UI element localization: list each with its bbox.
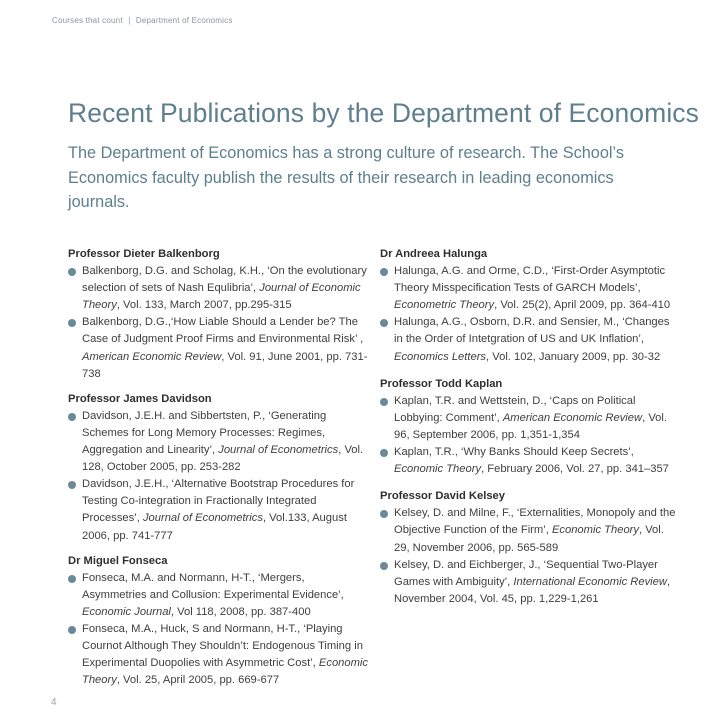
publication-details: , Vol. 133, March 2007, pp.295-315 [116,299,292,312]
bullet-icon [68,575,76,583]
publication-details: , Vol. 25, April 2005, pp. 669-677 [116,674,280,687]
publication-details: , Vol. 96, September 2006, pp. 1,351-1,354 [394,411,667,441]
publication-list [380,393,680,478]
publication-journal: Journal of Economic Theory [82,282,361,312]
publication-authors-title: Balkenborg, D.G.,‘How Liable Should a Lender be? The Case of Judgment Proof Firms and Environmental Risk’ , [82,316,364,346]
publication-journal: American Economic Review [82,350,222,363]
publication-item [380,263,680,314]
publication-journal: International Economic Review [513,575,667,588]
faculty-name: Professor David Kelsey [380,490,505,503]
faculty-block [380,488,680,608]
header-department-label: Department of Economics [135,16,233,25]
running-header [52,16,233,25]
faculty-name: Professor Dieter Balkenborg [68,248,220,260]
page-title: Recent Publications by the Department of Economics [68,98,700,128]
publication-details: , Vol 118, 2008, pp. 387-400 [170,605,311,618]
publication-details: , February 2006, Vol. 27, pp. 341–357 [481,463,669,476]
header-separator: | [128,16,131,25]
faculty-name: Dr Andreea Halunga [380,248,488,260]
publication-item [380,505,680,556]
publication-list [380,505,680,608]
publication-journal: Economic Theory [394,463,482,476]
publication-authors-title: Kelsey, D. and Milne, F., ‘Externalities, Monopoly and the Objective Function of the Firm’, [394,507,676,537]
publication-item [380,314,680,365]
right-publications-column [380,246,680,618]
publication-details: , Vol. 25(2), April 2009, pp. 364-410 [494,299,671,312]
publication-journal: Economic Journal [82,605,171,618]
publication-journal: Econometric Theory [394,299,495,312]
publication-journal: Economic Theory [82,657,369,687]
publication-item [68,621,368,689]
bullet-icon [380,398,388,406]
publication-list [380,263,680,366]
publication-item [380,393,680,444]
publication-authors-title: Kaplan, T.R. and Wettstein, D., ‘Caps on Political Lobbying: Comment’, [394,394,636,424]
publication-authors-title: Davidson, J.E.H. and Sibbertsten, P., ‘Generating Schemes for Long Memory Processes: Regimes, Aggregation and Linearity’, [82,409,327,457]
publication-details: , November 2004, Vol. 45, pp. 1,229-1,261 [394,575,671,605]
intro-paragraph: The Department of Economics has a strong culture of research. The School’s Economics faculty publish the results of their research in leading economics journals. [68,144,624,211]
publication-item [380,444,680,478]
publication-item [68,263,368,314]
publication-item [68,476,368,544]
bullet-icon [68,319,76,327]
publication-details: , Vol. 128, October 2005, pp. 253-282 [82,444,364,474]
publication-journal: Economic Theory [551,524,639,537]
faculty-block [380,376,680,479]
publication-authors-title: Fonseca, M.A., Huck, S and Normann, H-T., ‘Playing Cournot Although They Shouldn’t: Endogenous Timing in Experimental Duopolies with Asymmetric Cost’, [82,622,363,670]
left-publications-column [68,246,368,697]
publication-item [68,314,368,382]
publication-details: , Vol. 29, November 2006, pp. 565-589 [394,524,664,554]
publication-authors-title: Fonseca, M.A. and Normann, H-T., ‘Mergers, Asymmetries and Collusion: Experimental Evidence’, [82,571,344,601]
publication-authors-title: Davidson, J.E.H., ‘Alternative Bootstrap Procedures for Testing Co-integration in Fractionally Integrated Processes’, [82,478,355,525]
faculty-block [68,553,368,690]
bullet-icon [380,510,388,518]
bullet-icon [380,268,388,276]
bullet-icon [380,562,388,570]
publication-authors-title: Balkenborg, D.G. and Scholag, K.H., ‘On the evolutionary selection of sets of Nash Equlibria’, [82,265,367,295]
bullet-icon [68,268,76,276]
publication-journal: Journal of Econometrics [142,512,263,525]
faculty-block [380,246,680,366]
publication-authors-title: Halunga, A.G., Osborn, D.R. and Sensier, M., ‘Changes in the Order of Intetgration of US and UK Inflation’, [394,316,670,346]
publication-journal: Journal of Econometrics [218,444,339,457]
bullet-icon [380,319,388,327]
faculty-block [68,391,368,545]
publication-authors-title: Kaplan, T.R., ‘Why Banks Should Keep Secrets’, [394,446,634,459]
publication-item [68,570,368,621]
bullet-icon [380,449,388,457]
publication-item [68,408,368,476]
publication-journal: Economics Letters [394,350,487,363]
bullet-icon [68,413,76,421]
faculty-name: Dr Miguel Fonseca [68,554,168,567]
publication-list [68,570,368,690]
publication-authors-title: Kelsey, D. and Eichberger, J., ‘Sequential Two-Player Games with Ambiguity’, [394,558,658,588]
faculty-name: Professor Todd Kaplan [380,377,503,390]
publication-list [68,408,368,545]
faculty-name: Professor James Davidson [68,392,212,405]
publication-journal: American Economic Review [502,411,643,424]
bullet-icon [68,481,76,489]
publication-authors-title: Halunga, A.G. and Orme, C.D., ‘First-Order Asymptotic Theory Misspecification Tests of GARCH Models’, [394,265,666,295]
publication-list [68,263,368,383]
publication-details: , Vol. 91, June 2001, pp. 731-738 [82,350,368,380]
publication-details: , Vol.133, August 2006, pp. 741-777 [82,512,347,542]
header-course-label: Courses that count [52,16,123,25]
publication-item [380,557,680,608]
page-number: 4 [51,697,57,708]
publication-details: , Vol. 102, January 2009, pp. 30-32 [486,350,661,363]
bullet-icon [68,626,76,634]
faculty-block [68,246,368,383]
